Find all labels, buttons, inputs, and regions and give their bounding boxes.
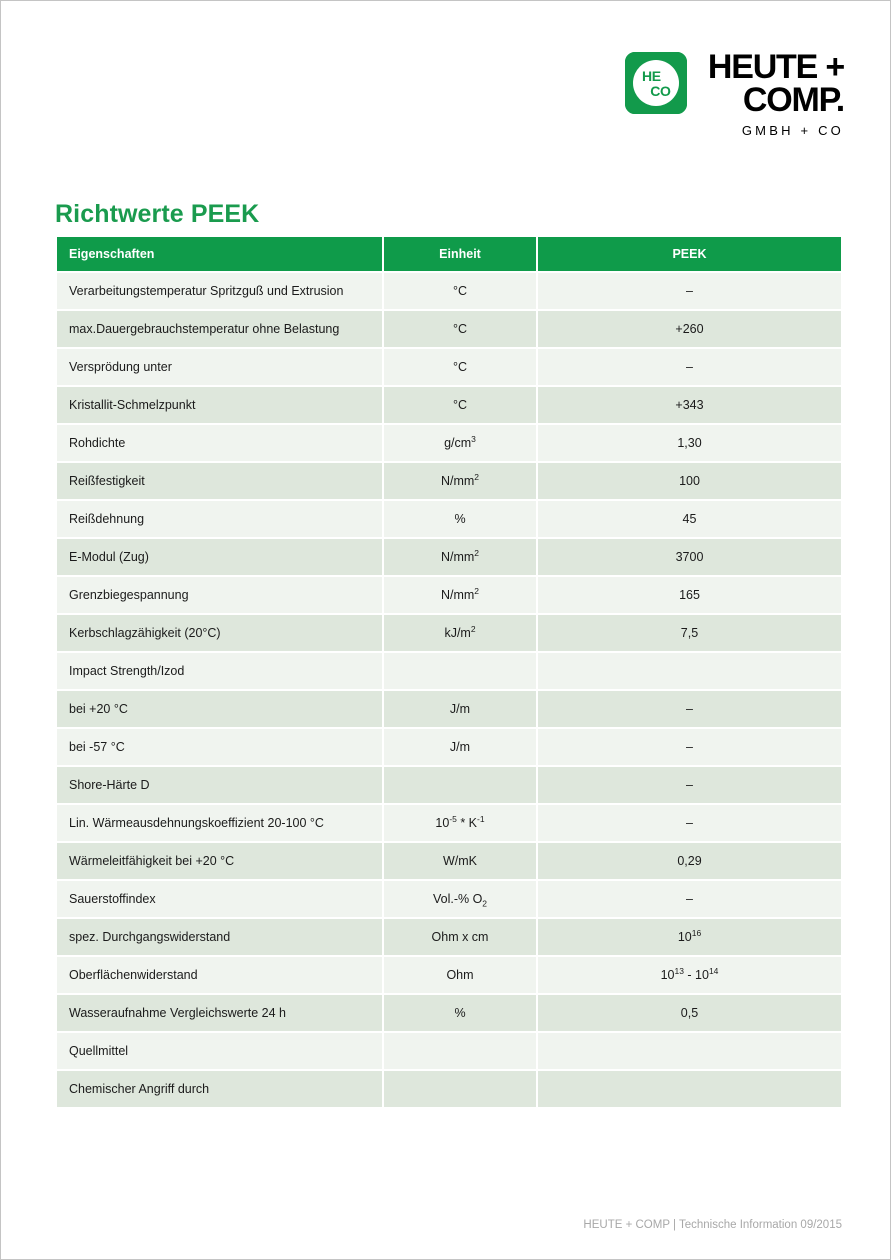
cell-unit: $N/mm^2$ <box>384 539 536 575</box>
cell-value: +343 <box>538 387 841 423</box>
table-header-row <box>57 237 841 271</box>
cell-property: Rohdichte <box>57 425 382 461</box>
cell-value <box>538 1033 841 1069</box>
company-wordmark <box>708 49 844 138</box>
cell-unit <box>384 767 536 803</box>
cell-property: bei +20 °C <box>57 691 382 727</box>
cell-unit <box>384 653 536 689</box>
brand-header <box>622 49 844 138</box>
cell-value: – <box>538 805 841 841</box>
heco-logo-co-text: CO <box>650 82 671 99</box>
table-row <box>57 995 841 1031</box>
cell-unit: $10^{-5} * K^{-1}$ <box>384 805 536 841</box>
page-footer: HEUTE + COMP | Technische Information 09/2015 <box>583 1219 842 1231</box>
cell-unit <box>384 1033 536 1069</box>
cell-property: Quellmittel <box>57 1033 382 1069</box>
cell-property: Verarbeitungstemperatur Spritzguß und Extrusion <box>57 273 382 309</box>
cell-unit: J/m <box>384 691 536 727</box>
table-row <box>57 691 841 727</box>
cell-unit: °C <box>384 311 536 347</box>
cell-property: Kristallit-Schmelzpunkt <box>57 387 382 423</box>
table-row <box>57 311 841 347</box>
column-header-value: PEEK <box>538 237 841 271</box>
table-row <box>57 273 841 309</box>
cell-unit: $N/mm^2$ <box>384 577 536 613</box>
table-row <box>57 843 841 879</box>
cell-property: Kerbschlagzähigkeit (20°C) <box>57 615 382 651</box>
cell-value: $10^{16}$ <box>538 919 841 955</box>
table-row <box>57 349 841 385</box>
cell-property: Grenzbiegespannung <box>57 577 382 613</box>
cell-value: 0,5 <box>538 995 841 1031</box>
column-header-property: Eigenschaften <box>57 237 382 271</box>
column-header-unit: Einheit <box>384 237 536 271</box>
wordmark-line-3: GMBH + CO <box>741 122 844 138</box>
cell-unit: % <box>384 501 536 537</box>
cell-value: – <box>538 691 841 727</box>
cell-property: Sauerstoffindex <box>57 881 382 917</box>
table-row <box>57 767 841 803</box>
page-title: Richtwerte PEEK <box>55 199 260 228</box>
cell-property: Wasseraufnahme Vergleichswerte 24 h <box>57 995 382 1031</box>
cell-unit: Ohm <box>384 957 536 993</box>
table-row <box>57 1033 841 1069</box>
cell-property: E-Modul (Zug) <box>57 539 382 575</box>
heco-logo-he-text: HE <box>642 67 661 84</box>
cell-value: 100 <box>538 463 841 499</box>
cell-value: 3700 <box>538 539 841 575</box>
cell-value <box>538 653 841 689</box>
cell-unit: $kJ/m^2$ <box>384 615 536 651</box>
table-head <box>57 237 841 271</box>
wordmark-line-1: HEUTE + <box>707 48 844 86</box>
cell-property: Reißdehnung <box>57 501 382 537</box>
cell-value: – <box>538 729 841 765</box>
cell-value: $10^{13} - 10^{14}$ <box>538 957 841 993</box>
cell-unit: Ohm x cm <box>384 919 536 955</box>
heco-logo-icon <box>622 49 690 117</box>
table-row <box>57 615 841 651</box>
table-row <box>57 539 841 575</box>
table-row <box>57 387 841 423</box>
cell-property: Oberflächenwiderstand <box>57 957 382 993</box>
cell-unit: % <box>384 995 536 1031</box>
table-row <box>57 463 841 499</box>
cell-property: Reißfestigkeit <box>57 463 382 499</box>
cell-unit: W/mK <box>384 843 536 879</box>
table-row <box>57 501 841 537</box>
cell-value: – <box>538 349 841 385</box>
cell-value: – <box>538 881 841 917</box>
cell-value: 45 <box>538 501 841 537</box>
cell-unit <box>384 1071 536 1107</box>
table-row <box>57 653 841 689</box>
heco-logo-disc <box>633 60 679 106</box>
table-row <box>57 1071 841 1107</box>
cell-value: – <box>538 273 841 309</box>
cell-value: 7,5 <box>538 615 841 651</box>
properties-table <box>55 235 843 1109</box>
cell-unit: °C <box>384 387 536 423</box>
table-row <box>57 805 841 841</box>
table-row <box>57 881 841 917</box>
table-row <box>57 425 841 461</box>
cell-property: Wärmeleitfähigkeit bei +20 °C <box>57 843 382 879</box>
table-row <box>57 919 841 955</box>
cell-property: Impact Strength/Izod <box>57 653 382 689</box>
wordmark-line-2: COMP. <box>742 81 844 120</box>
cell-unit: J/m <box>384 729 536 765</box>
cell-property: Lin. Wärmeausdehnungskoeffizient 20-100 °C <box>57 805 382 841</box>
table-row <box>57 729 841 765</box>
cell-value: 1,30 <box>538 425 841 461</box>
cell-property: Chemischer Angriff durch <box>57 1071 382 1107</box>
cell-unit: °C <box>384 273 536 309</box>
cell-value: 165 <box>538 577 841 613</box>
cell-value: +260 <box>538 311 841 347</box>
cell-property: Versprödung unter <box>57 349 382 385</box>
cell-value: – <box>538 767 841 803</box>
cell-property: max.Dauergebrauchstemperatur ohne Belastung <box>57 311 382 347</box>
cell-value: 0,29 <box>538 843 841 879</box>
cell-unit: Vol.-% $O_2$ <box>384 881 536 917</box>
cell-property: spez. Durchgangswiderstand <box>57 919 382 955</box>
table-body <box>57 273 841 1107</box>
cell-unit: $g/cm^3$ <box>384 425 536 461</box>
cell-property: bei -57 °C <box>57 729 382 765</box>
cell-unit: $N/mm^2$ <box>384 463 536 499</box>
cell-unit: °C <box>384 349 536 385</box>
cell-property: Shore-Härte D <box>57 767 382 803</box>
table-row <box>57 577 841 613</box>
table-row <box>57 957 841 993</box>
cell-value <box>538 1071 841 1107</box>
